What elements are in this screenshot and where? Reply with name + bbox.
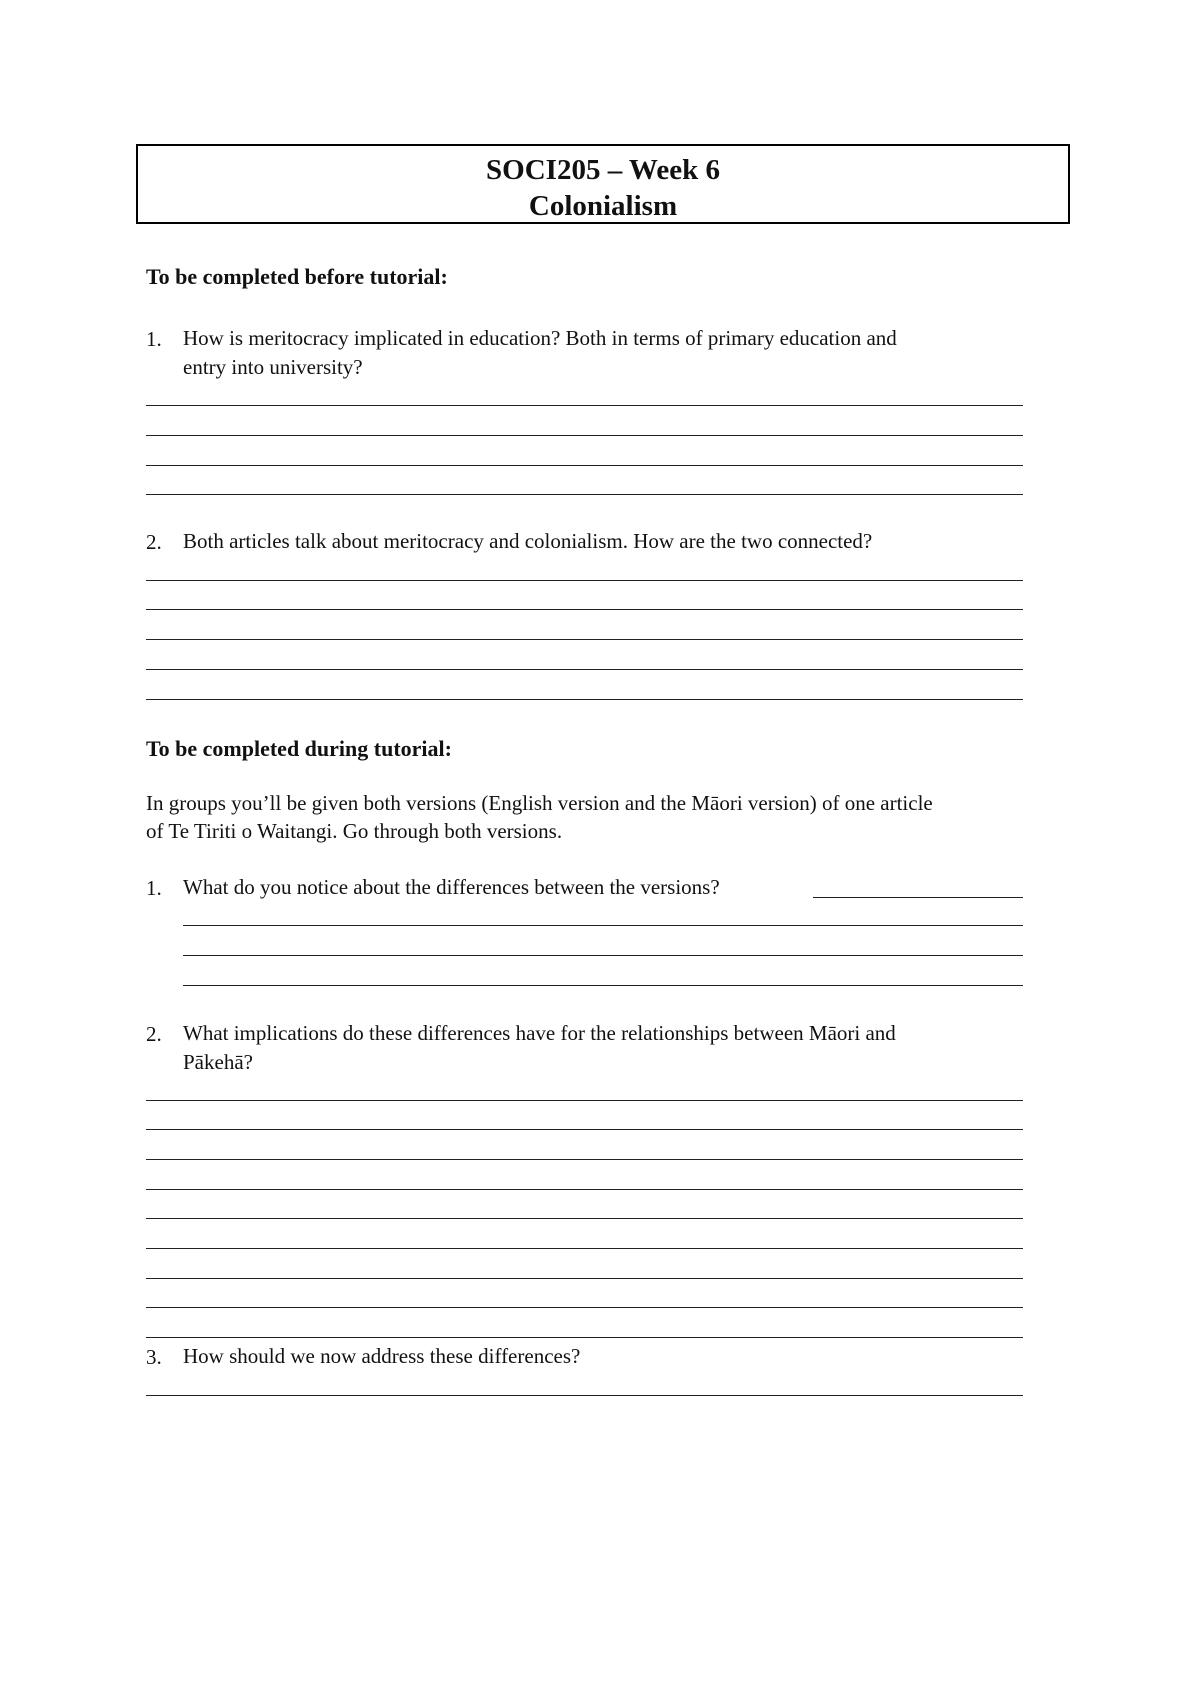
answer-line[interactable] <box>146 435 1023 436</box>
answer-line[interactable] <box>146 1129 1023 1130</box>
question-text-line: Both articles talk about meritocracy and colonialism. How are the two connected? <box>183 529 873 553</box>
question-number: 2. <box>146 1022 162 1046</box>
answer-line[interactable] <box>183 925 1023 926</box>
question-number: 1. <box>146 327 162 351</box>
question-number: 1. <box>146 876 162 900</box>
question-text-line: Pākehā? <box>183 1050 253 1074</box>
answer-line[interactable] <box>146 699 1023 700</box>
topic-title: Colonialism <box>528 190 678 222</box>
answer-line[interactable] <box>146 580 1023 581</box>
question-text-line: How should we now address these differences? <box>183 1344 581 1368</box>
answer-line[interactable] <box>146 609 1023 610</box>
answer-line[interactable] <box>813 897 1023 898</box>
course-week-title: SOCI205 – Week 6 <box>486 154 720 186</box>
during-tutorial-heading: To be completed during tutorial: <box>146 736 452 761</box>
answer-line[interactable] <box>146 1278 1023 1279</box>
intro-paragraph-line: In groups you’ll be given both versions (English version and the Māori version) of one article <box>146 791 933 815</box>
answer-line[interactable] <box>146 494 1023 495</box>
answer-line[interactable] <box>146 1248 1023 1249</box>
answer-line[interactable] <box>146 669 1023 670</box>
question-number: 2. <box>146 530 162 554</box>
question-number: 3. <box>146 1345 162 1369</box>
question-text-line: What do you notice about the differences between the versions? <box>183 875 720 899</box>
answer-line[interactable] <box>146 639 1023 640</box>
answer-line[interactable] <box>146 1100 1023 1101</box>
answer-line[interactable] <box>146 1395 1023 1396</box>
answer-line[interactable] <box>146 465 1023 466</box>
question-text-line: What implications do these differences have for the relationships between Māori and <box>183 1021 896 1045</box>
title-box <box>136 144 1070 224</box>
question-text-line: entry into university? <box>183 355 363 379</box>
answer-line[interactable] <box>146 1159 1023 1160</box>
answer-line[interactable] <box>146 1189 1023 1190</box>
answer-line[interactable] <box>183 955 1023 956</box>
answer-line[interactable] <box>146 1337 1023 1338</box>
before-tutorial-heading: To be completed before tutorial: <box>146 264 448 289</box>
answer-line[interactable] <box>146 405 1023 406</box>
answer-line[interactable] <box>183 985 1023 986</box>
intro-paragraph-line: of Te Tiriti o Waitangi. Go through both versions. <box>146 819 563 843</box>
answer-line[interactable] <box>146 1218 1023 1219</box>
answer-line[interactable] <box>146 1307 1023 1308</box>
question-text-line: How is meritocracy implicated in education? Both in terms of primary education and <box>183 326 897 350</box>
